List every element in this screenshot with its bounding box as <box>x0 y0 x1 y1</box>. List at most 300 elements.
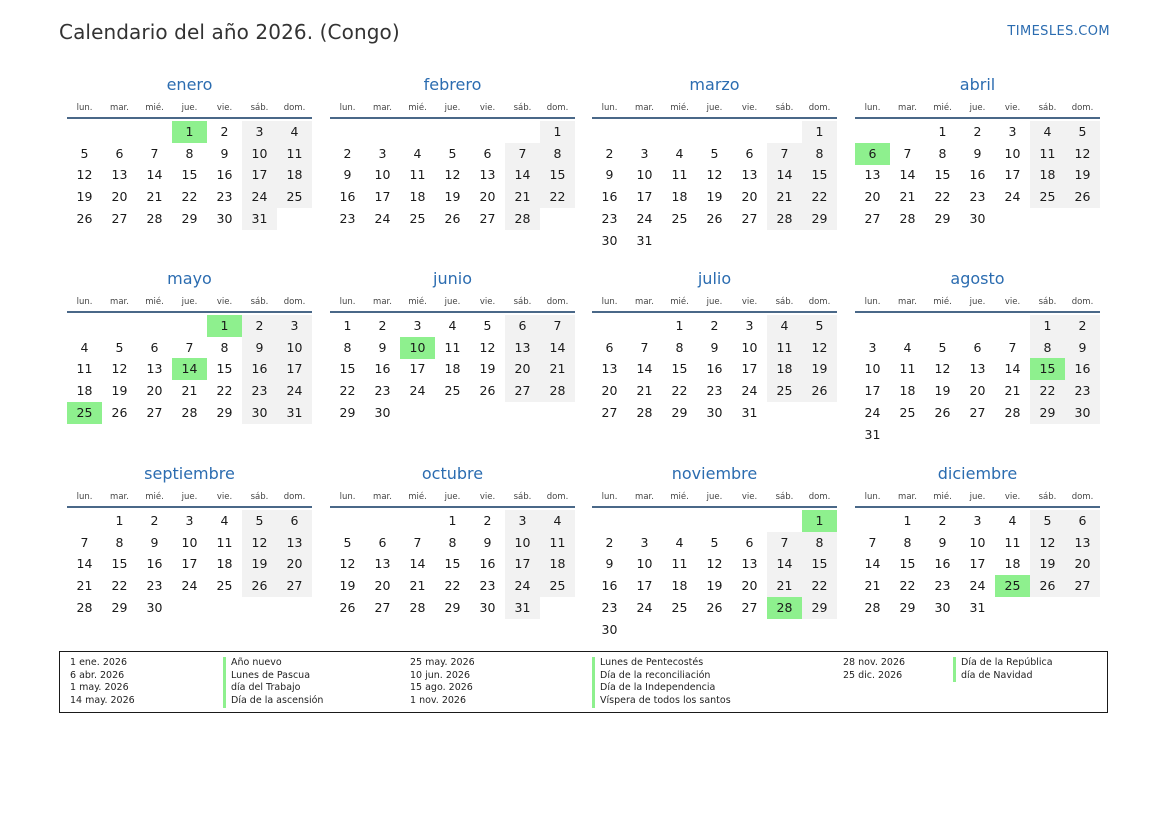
weekend-day-cell: 21 <box>767 575 802 597</box>
holiday-day-cell: 1 <box>172 121 207 143</box>
weekend-day-cell: 13 <box>505 337 540 359</box>
weekend-day-cell: 23 <box>242 380 277 402</box>
day-cell: 30 <box>146 599 163 615</box>
holiday-day-cell: 14 <box>172 358 207 380</box>
weekend-day-cell: 21 <box>505 186 540 208</box>
weekend-day-cell: 5 <box>242 510 277 532</box>
day-cell: 26 <box>111 404 128 420</box>
day-grid <box>592 510 837 642</box>
day-cell: 23 <box>601 599 618 615</box>
day-cell: 10 <box>864 361 881 377</box>
day-cell: 16 <box>706 361 723 377</box>
legend-date: 1 may. 2026 <box>70 682 129 694</box>
weekday-label: dom. <box>283 297 306 307</box>
day-cell: 8 <box>115 534 124 550</box>
weekend-day-cell: 3 <box>277 315 312 337</box>
weekday-label: jue. <box>181 103 198 113</box>
weekend-day-cell: 20 <box>277 553 312 575</box>
day-cell: 17 <box>374 189 391 205</box>
day-cell: 2 <box>605 534 614 550</box>
day-cell: 2 <box>483 513 492 528</box>
weekend-day-cell: 12 <box>1030 532 1065 554</box>
weekday-label: jue. <box>444 297 461 307</box>
weekday-label: mar. <box>898 297 917 307</box>
day-cell: 15 <box>111 556 128 572</box>
day-cell: 22 <box>444 578 461 594</box>
day-cell: 9 <box>710 339 719 355</box>
weekday-header <box>592 492 837 506</box>
weekend-day-cell: 7 <box>540 315 575 337</box>
month-name: julio <box>697 269 732 288</box>
weekday-label: dom. <box>808 492 831 502</box>
day-cell: 19 <box>934 383 951 399</box>
day-grid <box>330 510 575 642</box>
legend-names-column <box>223 657 323 708</box>
weekend-day-cell: 8 <box>540 143 575 165</box>
weekday-label: mié. <box>670 103 689 113</box>
weekday-label: vie. <box>1004 492 1021 502</box>
day-cell: 13 <box>111 167 128 183</box>
weekend-day-cell: 29 <box>802 597 837 619</box>
day-cell: 5 <box>710 534 719 550</box>
weekend-day-cell: 23 <box>1065 380 1100 402</box>
weekend-day-cell: 25 <box>277 186 312 208</box>
day-cell: 23 <box>339 210 356 226</box>
weekend-day-cell: 9 <box>1065 337 1100 359</box>
weekend-day-cell: 30 <box>242 402 277 424</box>
day-cell: 3 <box>868 339 877 355</box>
day-cell: 20 <box>741 189 758 205</box>
weekday-label: vie. <box>479 492 496 502</box>
weekend-day-cell: 11 <box>1030 143 1065 165</box>
day-cell: 27 <box>111 210 128 226</box>
weekend-day-cell: 19 <box>1030 553 1065 575</box>
day-cell: 12 <box>934 361 951 377</box>
weekend-day-cell: 5 <box>802 315 837 337</box>
day-cell: 10 <box>636 556 653 572</box>
weekday-label: vie. <box>741 492 758 502</box>
day-cell: 20 <box>864 189 881 205</box>
month-name: septiembre <box>144 464 235 483</box>
weekday-label: vie. <box>479 103 496 113</box>
day-cell: 18 <box>444 361 461 377</box>
day-cell: 27 <box>741 599 758 615</box>
day-cell: 7 <box>185 339 194 355</box>
holiday-day-cell: 1 <box>802 510 837 532</box>
legend-dates-column <box>410 657 475 708</box>
weekday-label: dom. <box>283 492 306 502</box>
day-cell: 29 <box>216 404 233 420</box>
day-grid <box>330 315 575 447</box>
day-cell: 14 <box>76 556 93 572</box>
day-cell: 10 <box>374 167 391 183</box>
weekend-day-cell: 18 <box>767 358 802 380</box>
day-cell: 23 <box>934 578 951 594</box>
day-cell: 2 <box>973 124 982 139</box>
day-cell: 4 <box>675 145 684 161</box>
legend-dates-column <box>70 657 135 708</box>
day-cell: 7 <box>80 534 89 550</box>
weekend-day-cell: 13 <box>1065 532 1100 554</box>
weekday-label: sáb. <box>513 492 532 502</box>
day-cell: 6 <box>605 339 614 355</box>
day-cell: 24 <box>374 210 391 226</box>
weekday-header <box>330 492 575 506</box>
legend-names-column <box>592 657 731 708</box>
day-cell: 20 <box>969 383 986 399</box>
day-cell: 3 <box>640 534 649 550</box>
day-cell: 11 <box>899 361 916 377</box>
month-name: diciembre <box>937 464 1018 483</box>
day-cell: 26 <box>339 599 356 615</box>
weekday-label: dom. <box>546 297 569 307</box>
day-cell: 31 <box>741 404 758 420</box>
weekday-label: mar. <box>898 492 917 502</box>
day-cell: 4 <box>675 534 684 550</box>
day-cell: 28 <box>899 210 916 226</box>
day-cell: 30 <box>601 621 618 637</box>
day-grid <box>592 121 837 253</box>
weekday-label: sáb. <box>250 492 269 502</box>
day-cell: 13 <box>479 167 496 183</box>
weekend-day-cell: 24 <box>242 186 277 208</box>
day-cell: 21 <box>636 383 653 399</box>
weekend-day-cell: 4 <box>1030 121 1065 143</box>
weekday-label: vie. <box>216 297 233 307</box>
weekday-label: mar. <box>373 492 392 502</box>
weekday-header <box>855 103 1100 117</box>
weekend-day-cell: 4 <box>277 121 312 143</box>
weekday-label: mié. <box>408 297 427 307</box>
day-cell: 1 <box>675 318 684 333</box>
day-cell: 4 <box>1008 513 1017 528</box>
day-cell: 25 <box>671 599 688 615</box>
day-cell: 15 <box>339 361 356 377</box>
page-title: Calendario del año 2026. (Congo) <box>59 20 400 44</box>
weekend-day-cell: 28 <box>540 380 575 402</box>
weekday-label: mié. <box>145 297 164 307</box>
day-cell: 14 <box>146 167 163 183</box>
legend-names-column <box>953 657 1053 682</box>
weekend-day-cell: 3 <box>505 510 540 532</box>
day-cell: 8 <box>448 534 457 550</box>
weekday-label: mar. <box>898 103 917 113</box>
day-cell: 24 <box>741 383 758 399</box>
day-cell: 3 <box>745 318 754 333</box>
weekday-label: sáb. <box>775 492 794 502</box>
weekend-day-cell: 12 <box>242 532 277 554</box>
day-cell: 12 <box>706 556 723 572</box>
weekday-label: mié. <box>408 103 427 113</box>
day-cell: 9 <box>605 167 614 183</box>
day-cell: 18 <box>899 383 916 399</box>
weekday-label: mar. <box>373 103 392 113</box>
weekday-label: lun. <box>76 103 93 113</box>
day-cell: 31 <box>864 426 881 442</box>
holiday-day-cell: 28 <box>767 597 802 619</box>
weekday-label: lun. <box>601 492 618 502</box>
day-grid <box>67 121 312 253</box>
weekend-day-cell: 6 <box>277 510 312 532</box>
weekday-label: mié. <box>145 103 164 113</box>
day-cell: 29 <box>181 210 198 226</box>
day-cell: 1 <box>938 124 947 139</box>
weekday-label: mar. <box>110 492 129 502</box>
day-cell: 29 <box>339 404 356 420</box>
day-cell: 10 <box>1004 145 1021 161</box>
month-name: marzo <box>689 75 740 94</box>
day-cell: 5 <box>710 145 719 161</box>
weekday-label: mar. <box>373 297 392 307</box>
day-cell: 20 <box>601 383 618 399</box>
legend-holiday-name: Lunes de Pentecostés <box>592 657 731 670</box>
weekend-day-cell: 13 <box>277 532 312 554</box>
weekday-header <box>855 492 1100 506</box>
day-cell: 22 <box>216 383 233 399</box>
month-divider <box>855 117 1100 119</box>
day-cell: 2 <box>710 318 719 333</box>
day-cell: 2 <box>220 124 229 139</box>
day-cell: 16 <box>969 167 986 183</box>
month-divider <box>592 311 837 313</box>
weekend-day-cell: 27 <box>277 575 312 597</box>
day-cell: 26 <box>934 404 951 420</box>
day-cell: 2 <box>938 513 947 528</box>
day-cell: 6 <box>483 145 492 161</box>
day-cell: 23 <box>706 383 723 399</box>
day-cell: 7 <box>413 534 422 550</box>
day-cell: 27 <box>146 404 163 420</box>
day-cell: 2 <box>378 318 387 333</box>
day-cell: 15 <box>444 556 461 572</box>
weekend-day-cell: 27 <box>1065 575 1100 597</box>
weekend-day-cell: 24 <box>505 575 540 597</box>
day-cell: 13 <box>969 361 986 377</box>
day-cell: 9 <box>938 534 947 550</box>
day-cell: 12 <box>479 339 496 355</box>
weekday-label: sáb. <box>250 103 269 113</box>
day-cell: 3 <box>185 513 194 528</box>
month-divider <box>67 117 312 119</box>
day-cell: 25 <box>444 383 461 399</box>
day-cell: 23 <box>216 189 233 205</box>
weekday-label: jue. <box>969 492 986 502</box>
day-cell: 24 <box>969 578 986 594</box>
day-cell: 7 <box>640 339 649 355</box>
weekday-label: mar. <box>635 492 654 502</box>
month-divider <box>67 311 312 313</box>
day-cell: 22 <box>339 383 356 399</box>
day-cell: 27 <box>969 404 986 420</box>
day-cell: 19 <box>339 578 356 594</box>
day-cell: 14 <box>1004 361 1021 377</box>
holiday-day-cell: 25 <box>995 575 1030 597</box>
weekend-day-cell: 27 <box>505 380 540 402</box>
day-cell: 6 <box>973 339 982 355</box>
day-cell: 12 <box>706 167 723 183</box>
weekday-label: dom. <box>808 103 831 113</box>
weekday-label: dom. <box>808 297 831 307</box>
day-cell: 21 <box>409 578 426 594</box>
holiday-day-cell: 15 <box>1030 358 1065 380</box>
day-cell: 12 <box>339 556 356 572</box>
holiday-day-cell: 1 <box>207 315 242 337</box>
day-cell: 7 <box>150 145 159 161</box>
weekday-label: jue. <box>444 492 461 502</box>
weekend-day-cell: 10 <box>505 532 540 554</box>
day-cell: 19 <box>479 361 496 377</box>
holiday-day-cell: 25 <box>67 402 102 424</box>
day-cell: 2 <box>150 513 159 528</box>
weekday-label: vie. <box>216 103 233 113</box>
day-cell: 1 <box>903 513 912 528</box>
weekday-header <box>592 297 837 311</box>
weekend-day-cell: 8 <box>802 143 837 165</box>
weekend-day-cell: 5 <box>1030 510 1065 532</box>
brand-link[interactable]: TIMESLES.COM <box>1007 24 1110 39</box>
day-cell: 16 <box>216 167 233 183</box>
weekend-day-cell: 7 <box>767 532 802 554</box>
day-cell: 14 <box>899 167 916 183</box>
day-cell: 20 <box>374 578 391 594</box>
day-cell: 30 <box>479 599 496 615</box>
legend-date: 6 abr. 2026 <box>70 669 125 681</box>
weekday-label: jue. <box>181 297 198 307</box>
day-cell: 25 <box>409 210 426 226</box>
day-cell: 20 <box>111 189 128 205</box>
day-cell: 8 <box>343 339 352 355</box>
day-cell: 11 <box>216 534 233 550</box>
day-cell: 24 <box>864 404 881 420</box>
day-cell: 29 <box>671 404 688 420</box>
weekday-label: jue. <box>706 492 723 502</box>
month-name: agosto <box>950 269 1005 288</box>
day-cell: 9 <box>220 145 229 161</box>
day-cell: 24 <box>1004 189 1021 205</box>
day-cell: 19 <box>111 383 128 399</box>
weekend-day-cell: 4 <box>767 315 802 337</box>
weekend-day-cell: 22 <box>802 575 837 597</box>
weekday-label: sáb. <box>250 297 269 307</box>
weekend-day-cell: 24 <box>277 380 312 402</box>
day-cell: 6 <box>745 145 754 161</box>
weekend-day-cell: 17 <box>242 164 277 186</box>
day-cell: 17 <box>409 361 426 377</box>
day-cell: 14 <box>864 556 881 572</box>
day-cell: 1 <box>115 513 124 528</box>
weekend-day-cell: 22 <box>802 186 837 208</box>
day-cell: 7 <box>868 534 877 550</box>
day-cell: 21 <box>76 578 93 594</box>
weekend-day-cell: 1 <box>540 121 575 143</box>
legend-date: 15 ago. 2026 <box>410 682 473 694</box>
weekend-day-cell: 29 <box>1030 402 1065 424</box>
legend-date: 1 ene. 2026 <box>70 657 127 668</box>
day-cell: 15 <box>899 556 916 572</box>
day-cell: 11 <box>76 361 93 377</box>
day-cell: 6 <box>378 534 387 550</box>
legend-date: 25 may. 2026 <box>410 657 475 668</box>
day-cell: 9 <box>150 534 159 550</box>
day-cell: 12 <box>111 361 128 377</box>
weekday-label: jue. <box>706 297 723 307</box>
weekday-label: sáb. <box>1038 103 1057 113</box>
weekday-label: dom. <box>1071 297 1094 307</box>
day-cell: 16 <box>146 556 163 572</box>
month-divider <box>330 506 575 508</box>
legend-holiday-name: Día de la ascensión <box>223 695 323 708</box>
day-cell: 23 <box>374 383 391 399</box>
day-cell: 15 <box>216 361 233 377</box>
weekday-label: mié. <box>145 492 164 502</box>
day-cell: 26 <box>444 210 461 226</box>
day-cell: 17 <box>636 189 653 205</box>
day-grid <box>855 121 1100 253</box>
day-cell: 5 <box>343 534 352 550</box>
weekend-day-cell: 17 <box>277 358 312 380</box>
day-cell: 2 <box>605 145 614 161</box>
holiday-day-cell: 6 <box>855 143 890 165</box>
weekend-day-cell: 1 <box>1030 315 1065 337</box>
day-cell: 18 <box>1004 556 1021 572</box>
weekend-day-cell: 25 <box>767 380 802 402</box>
weekend-day-cell: 12 <box>1065 143 1100 165</box>
day-cell: 5 <box>483 318 492 333</box>
weekend-day-cell: 18 <box>1030 164 1065 186</box>
day-cell: 23 <box>969 189 986 205</box>
day-cell: 24 <box>636 210 653 226</box>
weekday-header <box>592 103 837 117</box>
month-name: octubre <box>421 464 484 483</box>
weekday-label: mar. <box>635 103 654 113</box>
day-cell: 27 <box>601 404 618 420</box>
day-cell: 5 <box>448 145 457 161</box>
weekday-label: lun. <box>339 103 356 113</box>
day-cell: 21 <box>899 189 916 205</box>
legend-holiday-name: Lunes de Pascua <box>223 670 323 683</box>
day-cell: 15 <box>181 167 198 183</box>
day-cell: 16 <box>601 189 618 205</box>
day-grid <box>855 315 1100 447</box>
day-cell: 23 <box>146 578 163 594</box>
day-cell: 25 <box>671 210 688 226</box>
month-name: junio <box>433 269 472 288</box>
legend-date: 1 nov. 2026 <box>410 695 466 707</box>
day-cell: 31 <box>969 599 986 615</box>
day-cell: 9 <box>973 145 982 161</box>
day-cell: 9 <box>483 534 492 550</box>
day-cell: 30 <box>969 210 986 226</box>
weekday-label: lun. <box>339 297 356 307</box>
day-cell: 7 <box>1008 339 1017 355</box>
weekend-day-cell: 15 <box>802 553 837 575</box>
day-cell: 9 <box>343 167 352 183</box>
month-name: febrero <box>423 75 482 94</box>
weekday-label: sáb. <box>513 297 532 307</box>
legend-holiday-name: Día de la República <box>953 657 1053 670</box>
day-cell: 6 <box>150 339 159 355</box>
day-cell: 1 <box>448 513 457 528</box>
weekend-day-cell: 10 <box>277 337 312 359</box>
weekend-day-cell: 26 <box>242 575 277 597</box>
day-cell: 11 <box>1004 534 1021 550</box>
weekend-day-cell: 11 <box>767 337 802 359</box>
day-cell: 26 <box>479 383 496 399</box>
day-cell: 5 <box>80 145 89 161</box>
weekday-label: sáb. <box>1038 492 1057 502</box>
day-cell: 13 <box>741 167 758 183</box>
day-cell: 29 <box>934 210 951 226</box>
